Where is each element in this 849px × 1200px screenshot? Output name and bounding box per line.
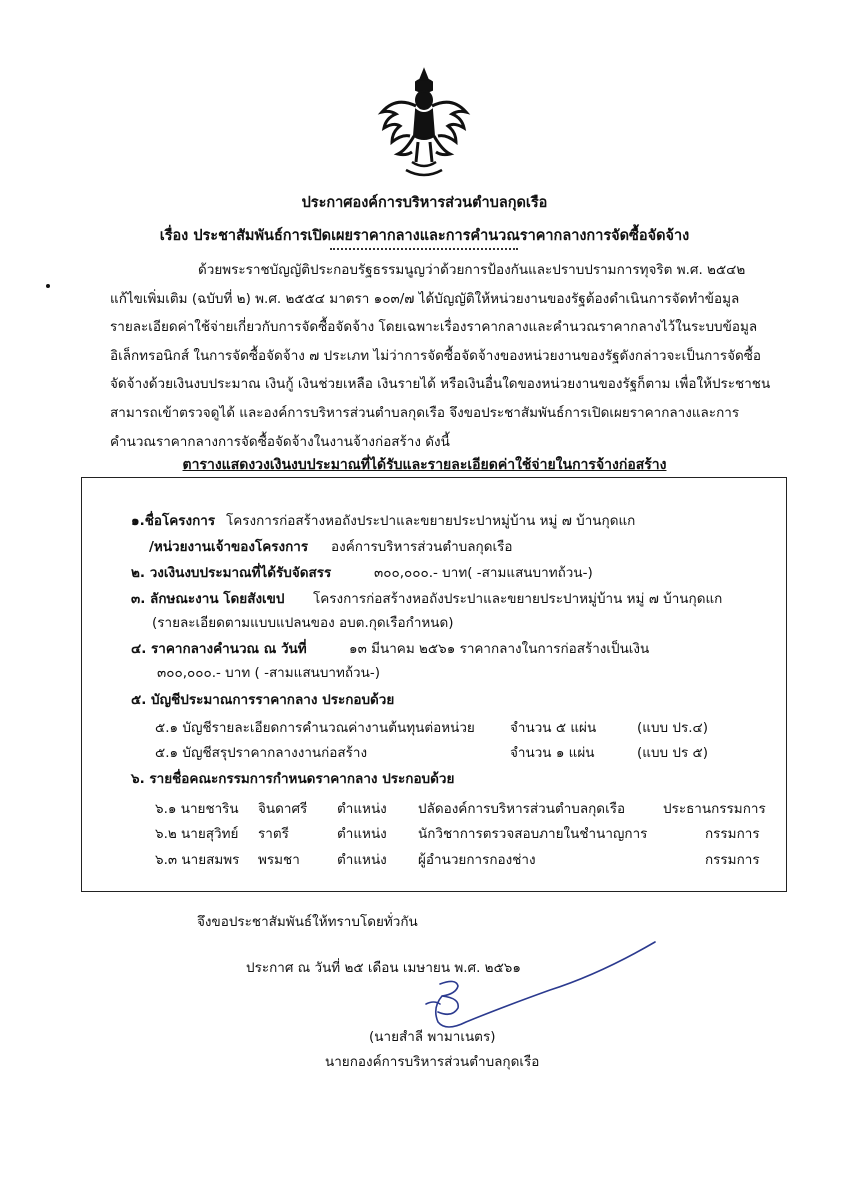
intro-paragraph	[110, 256, 770, 456]
intro-line: คำนวณราคากลางการจัดซื้อจัดจ้างในงานจ้างก่อสร้าง ดังนี้	[110, 433, 450, 450]
margin-mark	[46, 284, 50, 288]
intro-line: จัดจ้างด้วยเงินงบประมาณ เงินกู้ เงินช่วยเหลือ เงินรายได้ หรือเงินอื่นใดของหน่วยงานของรัฐก็ตาม เพื่อให้ประชาชน	[110, 376, 771, 393]
notice-title: ประกาศองค์การบริหารส่วนตำบลกุดเรือ	[301, 195, 548, 211]
committee-member-name: ๖.๓ นายสมพร	[155, 852, 240, 868]
table-title: ตารางแสดงวงเงินงบประมาณที่ได้รับและรายละเอียดค่าใช้จ่ายในการจ้างก่อสร้าง	[182, 457, 667, 473]
committee-member-role: ประธานกรรมการ	[663, 801, 766, 817]
committee-label: ๖. รายชื่อคณะกรรมการกำหนดราคากลาง ประกอบด้วย	[131, 771, 455, 787]
committee-position-label: ตำแหน่ง	[337, 852, 387, 868]
owner-agency-label: /หน่วยงานเจ้าของโครงการ	[149, 539, 309, 555]
announce-date: ประกาศ ณ วันที่ ๒๕ เดือน เมษายน พ.ศ. ๒๕๖๑	[246, 960, 521, 976]
project-name-value: โครงการก่อสร้างหอถังประปาและขยายประปาหมู่บ้าน หมู่ ๗ บ้านกุดแก	[226, 513, 636, 529]
calc-date-label: ๔. ราคากลางคำนวณ ณ วันที่	[131, 641, 307, 657]
project-name-label: ๑.ชื่อโครงการ	[131, 513, 216, 529]
intro-line: ด้วยพระราชบัญญัติประกอบรัฐธรรมนูญว่าด้วยการป้องกันและปราบปรามการทุจริต พ.ศ. ๒๕๔๒	[198, 262, 746, 278]
signature-icon	[380, 938, 680, 1038]
committee-member-position: ผู้อำนวยการกองช่าง	[418, 852, 536, 868]
signer-name: (นายสำลี พามาเนตร)	[369, 1029, 496, 1045]
intro-line: รายละเอียดค่าใช้จ่ายเกี่ยวกับการจัดซื้อจัดจ้าง โดยเฉพาะเรื่องราคากลางและคำนวณราคากลางไว้ในระบบข้อมูล	[110, 319, 758, 336]
header-divider	[330, 248, 518, 250]
intro-line: สามารถเข้าตรวจดูได้ และองค์การบริหารส่วนตำบลกุดเรือ จึงขอประชาสัมพันธ์การเปิดเผยราคากลางและการ	[110, 404, 740, 421]
work-type-note: (รายละเอียดตามแบบแปลนของ อบต.กุดเรือกำหนด)	[152, 615, 454, 631]
committee-member-name: ๖.๑ นายชาริน	[155, 801, 239, 817]
budget-value: ๓๐๐,๐๐๐.- บาท( -สามแสนบาทถ้วน-)	[374, 565, 593, 581]
committee-position-label: ตำแหน่ง	[337, 801, 387, 817]
garuda-emblem-icon	[376, 66, 472, 184]
committee-member-surname: ราตรี	[258, 826, 289, 842]
estimate-list-label: ๕. บัญชีประมาณการราคากลาง ประกอบด้วย	[131, 692, 395, 708]
work-type-label: ๓. ลักษณะงาน โดยสังเขป	[131, 591, 285, 607]
committee-member-surname: พรมชา	[258, 852, 300, 868]
committee-member-role: กรรมการ	[705, 852, 760, 868]
notice-subject: เรื่อง ประชาสัมพันธ์การเปิดเผยราคากลางและการคำนวณราคากลางการจัดซื้อจัดจ้าง	[159, 228, 690, 244]
committee-member-name: ๖.๒ นายสุวิทย์	[155, 826, 239, 842]
closing-text: จึงขอประชาสัมพันธ์ให้ทราบโดยทั่วกัน	[197, 914, 418, 930]
committee-member-surname: จินดาศรี	[258, 801, 308, 817]
estimate-row-count: จำนวน ๑ แผ่น	[510, 745, 595, 761]
committee-member-position: ปลัดองค์การบริหารส่วนตำบลกุดเรือ	[418, 801, 626, 817]
budget-label: ๒. วงเงินงบประมาณที่ได้รับจัดสรร	[131, 565, 332, 581]
estimate-row-form: (แบบ ปร.๔)	[637, 720, 708, 736]
owner-agency-value: องค์การบริหารส่วนตำบลกุดเรือ	[331, 539, 513, 555]
estimate-row-count: จำนวน ๕ แผ่น	[510, 720, 597, 736]
estimate-row-form: (แบบ ปร ๕)	[637, 745, 708, 761]
estimate-row-name: ๕.๑ บัญชีรายละเอียดการคำนวณค่างานต้นทุนต่อหน่วย	[155, 720, 475, 736]
intro-line: อิเล็กทรอนิกส์ ในการจัดซื้อจัดจ้าง ๗ ประเภท ไม่ว่าการจัดซื้อจัดจ้างของหน่วยงานของรัฐดังกล่าวจะเป็นการจัดซื้อ	[110, 347, 762, 364]
reference-price-amount: ๓๐๐,๐๐๐.- บาท ( -สามแสนบาทถ้วน-)	[157, 665, 381, 681]
signer-title: นายกองค์การบริหารส่วนตำบลกุดเรือ	[325, 1054, 540, 1070]
calc-date-value: ๑๓ มีนาคม ๒๕๖๑ ราคากลางในการก่อสร้างเป็นเงิน	[349, 641, 650, 657]
committee-position-label: ตำแหน่ง	[337, 826, 387, 842]
estimate-row-name: ๕.๑ บัญชีสรุปราคากลางงานก่อสร้าง	[155, 745, 368, 761]
committee-member-position: นักวิชาการตรวจสอบภายในชำนาญการ	[418, 826, 648, 842]
intro-line: แก้ไขเพิ่มเติม (ฉบับที่ ๒) พ.ศ. ๒๕๕๔ มาตรา ๑๐๓/๗ ได้บัญญัติให้หน่วยงานของรัฐต้องดำเนินการจัดทำข้อมูล	[110, 290, 740, 307]
work-type-value: โครงการก่อสร้างหอถังประปาและขยายประปาหมู่บ้าน หมู่ ๗ บ้านกุดแก	[313, 591, 723, 607]
committee-member-role: กรรมการ	[705, 826, 760, 842]
